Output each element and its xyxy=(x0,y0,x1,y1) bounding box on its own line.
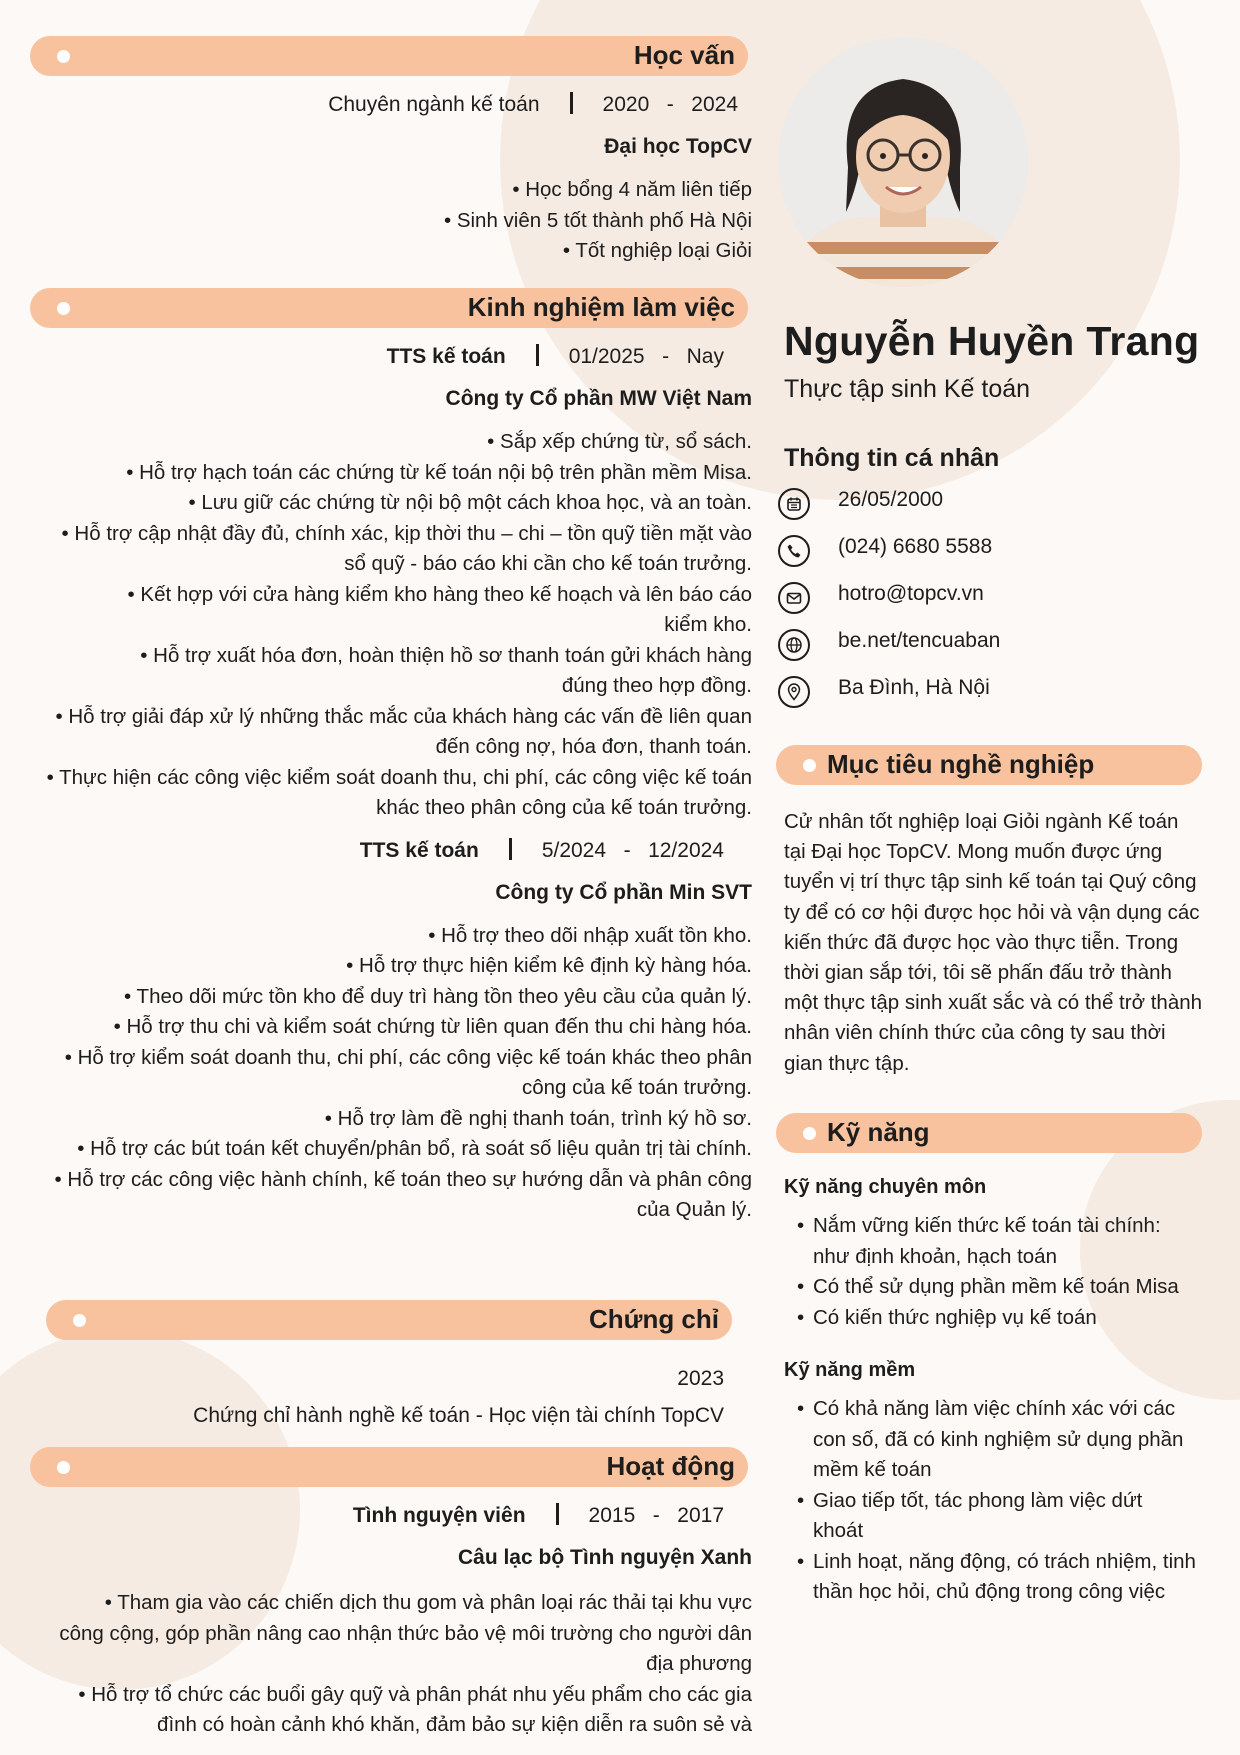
section-title: Mục tiêu nghề nghiệp xyxy=(827,749,1095,779)
list-item: • Hỗ trợ hạch toán các chứng từ kế toán nội bộ trên phần mềm Misa. xyxy=(40,458,752,489)
birthday-text: 26/05/2000 xyxy=(838,488,944,511)
list-item: • Lưu giữ các chứng từ nội bộ một cách khoa học, và an toàn. xyxy=(40,488,752,519)
list-item: • Nắm vững kiến thức kế toán tài chính: như định khoản, hạch toán xyxy=(813,1211,1196,1272)
certificate-name: Chứng chỉ hành nghề kế toán - Học viện tài chính TopCV xyxy=(193,1404,724,1427)
organization-name: Câu lạc bộ Tình nguyện Xanh xyxy=(457,1546,752,1569)
list-item: • Hỗ trợ cập nhật đầy đủ, chính xác, kịp thời thu – chi – tồn quỹ tiền mặt vào sổ quỹ - báo cáo khi cần cho kế toán trưởng. xyxy=(40,519,752,580)
education-list xyxy=(0,175,760,267)
divider xyxy=(509,838,512,860)
activity-meta xyxy=(0,1503,760,1528)
date-dash: - xyxy=(652,1504,660,1527)
contact-phone xyxy=(778,529,1208,576)
start-date: 2015 xyxy=(588,1504,636,1527)
list-item: • Học bổng 4 năm liên tiếp xyxy=(40,175,752,206)
contact-email xyxy=(778,576,1208,623)
phone-icon xyxy=(778,535,810,567)
location-pin-icon xyxy=(778,676,810,708)
list-item: • Tốt nghiệp loại Giỏi xyxy=(40,236,752,267)
list-item: • Sinh viên 5 tốt thành phố Hà Nội xyxy=(40,206,752,237)
job-duties xyxy=(0,921,760,1226)
end-date: Nay xyxy=(686,345,724,368)
list-item: • Có khả năng làm việc chính xác với các con số, đã có kinh nghiệm sử dụng phần mềm kế toán xyxy=(813,1394,1196,1486)
date-dash: - xyxy=(666,93,674,116)
bullet-dot-icon xyxy=(57,302,70,315)
major: Chuyên ngành kế toán xyxy=(328,93,540,116)
start-date: 2020 xyxy=(602,93,650,116)
job-duties xyxy=(0,427,760,824)
section-header xyxy=(30,288,748,328)
section-title: Kỹ năng xyxy=(827,1117,930,1147)
avatar xyxy=(778,37,1028,287)
end-date: 12/2024 xyxy=(648,838,724,862)
mail-icon xyxy=(778,582,810,614)
list-item: • Hỗ trợ giải đáp xử lý những thắc mắc của khách hàng các vấn đề liên quan đến công nợ, hóa đơn, thanh toán. xyxy=(40,702,752,763)
job-title: Thực tập sinh Kế toán xyxy=(784,375,1031,403)
phone-text: (024) 6680 5588 xyxy=(838,535,993,558)
list-item: • Hỗ trợ các công việc hành chính, kế toán theo sự hướng dẫn và phân công của Quản lý. xyxy=(40,1165,752,1226)
job-role: TTS kế toán xyxy=(359,838,479,862)
list-item: • Hỗ trợ thu chi và kiểm soát chứng từ liên quan đến thu chi hàng hóa. xyxy=(40,1012,752,1043)
list-item: • Có kiến thức nghiệp vụ kế toán xyxy=(813,1303,1196,1334)
list-item: • Hỗ trợ kiểm soát doanh thu, chi phí, các công việc kế toán khác theo phân công của kế toán trưởng. xyxy=(40,1043,752,1104)
section-title: Chứng chỉ xyxy=(588,1304,719,1334)
contact-website xyxy=(778,623,1208,670)
section-header xyxy=(776,745,1202,785)
contact-address xyxy=(778,670,1208,717)
bullet-dot-icon xyxy=(57,50,70,63)
list-item: • Tham gia vào các chiến dịch thu gom và phân loại rác thải tại khu vực công cộng, góp phần nâng cao nhận thức bảo vệ môi trường cho người dân địa phương xyxy=(56,1588,752,1680)
list-item: • Kết hợp với cửa hàng kiểm kho hàng theo kế hoạch và lên báo cáo kiểm kho. xyxy=(40,580,752,641)
full-name: Nguyễn Huyền Trang xyxy=(784,318,1200,364)
company-name: Công ty Cổ phần MW Việt Nam xyxy=(445,387,752,410)
list-item: • Có thể sử dụng phần mềm kế toán Misa xyxy=(813,1272,1196,1303)
contact-birthday xyxy=(778,482,1208,529)
activity-role: Tình nguyện viên xyxy=(352,1504,526,1527)
website-text[interactable]: be.net/tencuaban xyxy=(838,629,1001,652)
start-date: 01/2025 xyxy=(568,345,645,368)
list-item: • Hỗ trợ các bút toán kết chuyển/phân bổ, rà soát số liệu quản trị tài chính. xyxy=(40,1134,752,1165)
avatar-photo xyxy=(778,37,1028,287)
bullet-dot-icon xyxy=(803,759,816,772)
school-name: Đại học TopCV xyxy=(604,135,752,158)
list-item: • Hỗ trợ xuất hóa đơn, hoàn thiện hồ sơ thanh toán gửi khách hàng đúng theo hợp đồng. xyxy=(40,641,752,702)
divider xyxy=(556,1503,559,1525)
section-title: Hoạt động xyxy=(606,1451,735,1481)
list-item: • Giao tiếp tốt, tác phong làm việc dứt khoát xyxy=(813,1486,1196,1547)
divider xyxy=(536,344,539,366)
list-item: • Sắp xếp chứng từ, sổ sách. xyxy=(40,427,752,458)
list-item: • Hỗ trợ tổ chức các buổi gây quỹ và phân phát nhu yếu phẩm cho các gia đình có hoàn cảnh khó khăn, đảm bảo sự kiện diễn ra suôn sẻ và xyxy=(56,1680,752,1741)
list-item: • Theo dõi mức tồn kho để duy trì hàng tồn theo yêu cầu của quản lý. xyxy=(40,982,752,1013)
list-item: • Thực hiện các công việc kiểm soát doanh thu, chi phí, các công việc kế toán khác theo phân công của kế toán trưởng. xyxy=(40,763,752,824)
soft-skills-list xyxy=(776,1394,1206,1608)
section-header xyxy=(30,36,748,76)
date-dash: - xyxy=(623,838,631,862)
hard-skills-title: Kỹ năng chuyên môn xyxy=(784,1176,987,1198)
section-title: Học vấn xyxy=(633,40,735,70)
email-text[interactable]: hotro@topcv.vn xyxy=(838,582,984,605)
certificate-year: 2023 xyxy=(677,1367,724,1390)
start-date: 5/2024 xyxy=(541,838,607,862)
list-item: • Hỗ trợ thực hiện kiểm kê định kỳ hàng hóa. xyxy=(40,951,752,982)
hard-skills-list xyxy=(776,1211,1206,1333)
date-dash: - xyxy=(662,345,670,368)
job-role: TTS kế toán xyxy=(386,345,506,368)
section-title: Kinh nghiệm làm việc xyxy=(467,292,735,322)
soft-skills-title: Kỹ năng mềm xyxy=(784,1359,916,1381)
activity-list xyxy=(0,1588,760,1741)
end-date: 2017 xyxy=(677,1504,724,1527)
objective-text: Cử nhân tốt nghiệp loại Giỏi ngành Kế toán tại Đại học TopCV. Mong muốn được ứng tuyển vị trí thực tập sinh kế toán tại Quý công ty để có cơ hội được học hỏi và vận dụng các kiến thức đã được học vào thực tiễn. Trong thời gian sắp tới, tôi sẽ phấn đấu trở thành một thực tập sinh xuất sắc và có thể trở thành nhân viên chính thức của công ty sau thời gian thực tập. xyxy=(784,810,1203,1075)
section-header xyxy=(30,1447,748,1487)
list-item: • Linh hoạt, năng động, có trách nhiệm, tinh thần học hỏi, chủ động trong công việc xyxy=(813,1547,1196,1608)
list-item: • Hỗ trợ làm đề nghị thanh toán, trình ký hồ sơ. xyxy=(40,1104,752,1135)
calendar-icon xyxy=(778,488,810,520)
contact-list xyxy=(778,482,1208,717)
bullet-dot-icon xyxy=(803,1127,816,1140)
bullet-dot-icon xyxy=(73,1314,86,1327)
company-name: Công ty Cổ phần Min SVT xyxy=(495,880,752,904)
list-item: • Hỗ trợ theo dõi nhập xuất tồn kho. xyxy=(40,921,752,952)
section-header xyxy=(776,1113,1202,1153)
education-meta xyxy=(0,92,760,117)
section-header xyxy=(46,1300,732,1340)
job-meta xyxy=(0,344,760,369)
personal-info-title: Thông tin cá nhân xyxy=(784,444,1000,472)
bullet-dot-icon xyxy=(57,1461,70,1474)
globe-icon xyxy=(778,629,810,661)
end-date: 2024 xyxy=(691,93,738,116)
job-meta xyxy=(0,838,760,863)
divider xyxy=(570,92,573,114)
address-text: Ba Đình, Hà Nội xyxy=(838,676,990,699)
